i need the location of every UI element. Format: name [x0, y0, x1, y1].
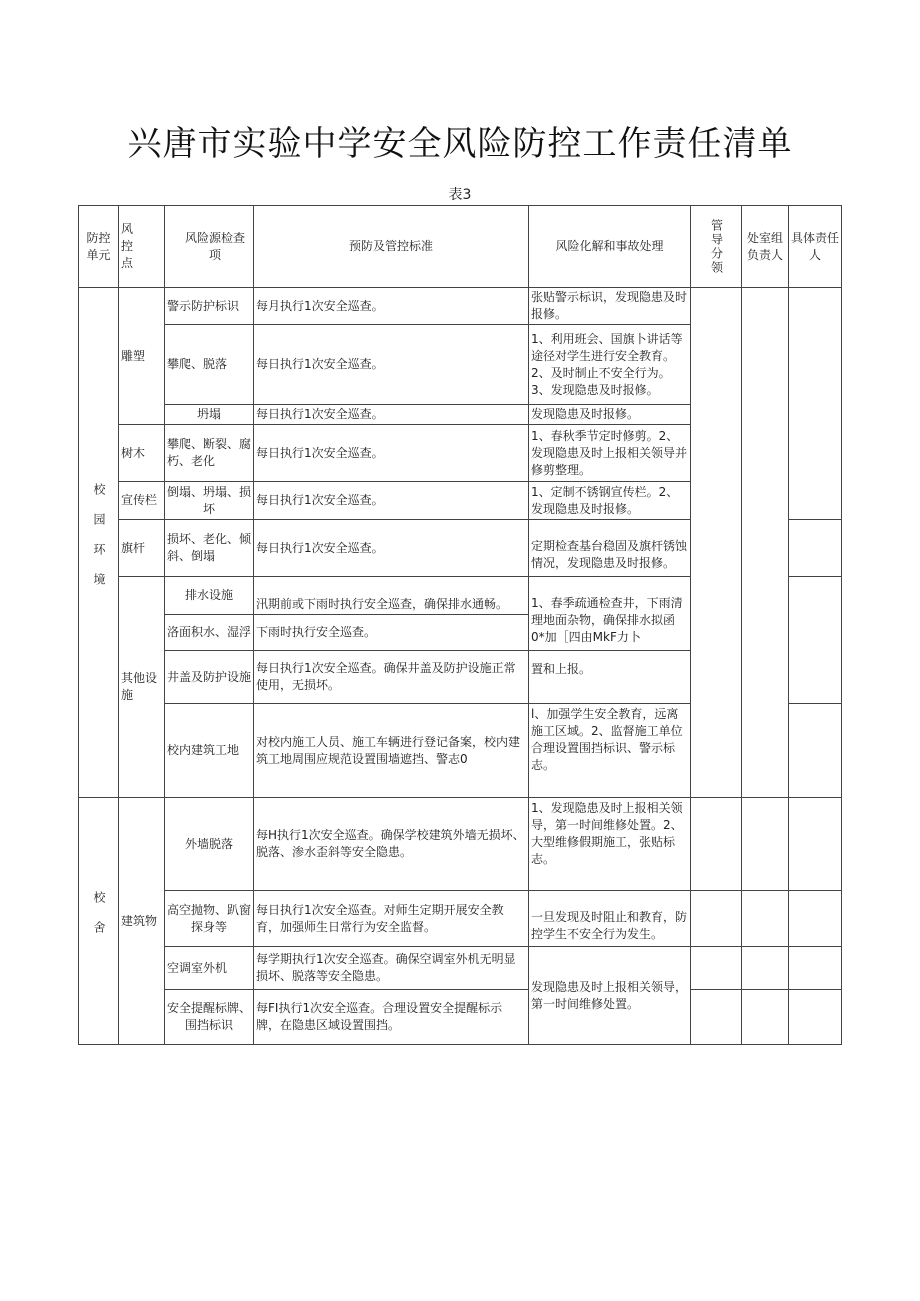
risk-item: 井盖及防护设施 — [164, 650, 254, 704]
risk-item: 攀爬、脱落 — [164, 324, 254, 405]
risk-point: 建筑物 — [118, 797, 165, 1045]
handling: l、加强学生安全教育，远离施工区域。2、监督施工单位合理设置围挡标识、警示标志。 — [528, 703, 691, 798]
risk-item: 洛面积水、湿浮 — [164, 614, 254, 651]
standard: 每日执行1次安全巡查。 — [253, 404, 529, 425]
handling: 发现隐患及时上报相关领导，第一时间维修处置。 — [528, 946, 691, 1045]
risk-point: 旗杆 — [118, 519, 165, 577]
handling: 一旦发现及时阻止和教育，防控学生不安全行为发生。 — [528, 890, 691, 947]
dept-head-cell — [741, 890, 789, 947]
risk-item: 倒塌、坍塌、损坏 — [164, 481, 254, 520]
handling: 1、春秋季节定时修剪。2、发现隐患及时上报相关领导并修剪整理。 — [528, 424, 691, 482]
responsible-cell — [788, 519, 842, 577]
risk-item: 校内建筑工地 — [164, 703, 254, 798]
responsible-cell — [788, 890, 842, 947]
supervisor-cell — [690, 989, 742, 1045]
dept-head-cell — [741, 287, 789, 798]
risk-item: 损坏、老化、倾斜、倒塌 — [164, 519, 254, 577]
standard: 下雨时执行安全巡查。 — [253, 614, 529, 651]
handling: 张贴警示标识，发现隐患及时报修。 — [528, 287, 691, 325]
standard: 每日执行1次安全巡查。 — [253, 519, 529, 577]
header-dept-head: 处室组负责人 — [741, 205, 789, 288]
risk-point: 其他设施 — [118, 576, 165, 798]
risk-point: 树木 — [118, 424, 165, 482]
document-title: 兴唐市实验中学安全风险防控工作责任清单 — [127, 124, 793, 164]
standard: 每FI执行1次安全巡查。合理设置安全提醒标示牌，在隐患区域设置围挡。 — [253, 989, 529, 1045]
header-supervisor: 管导分领 — [709, 218, 724, 275]
supervisor-cell — [690, 890, 742, 947]
risk-item: 坍塌 — [164, 404, 254, 425]
header-item: 风险源检查项 — [164, 205, 254, 288]
dept-head-cell — [741, 797, 789, 891]
handling: 定期检查基台稳固及旗杆锈蚀情况，发现隐患及时报修。 — [528, 519, 691, 577]
header-handling: 风险化解和事故处理 — [528, 205, 691, 288]
handling: 发现隐患及时报修。 — [528, 404, 691, 425]
dept-head-cell — [741, 989, 789, 1045]
header-standard: 预防及管控标准 — [253, 205, 529, 288]
responsible-cell — [788, 287, 842, 520]
responsible-cell — [788, 576, 842, 704]
dept-head-cell — [741, 946, 789, 990]
responsible-cell — [788, 703, 842, 798]
section-unit: 校舍 — [92, 891, 106, 951]
risk-point: 宣传栏 — [118, 481, 165, 520]
handling: 1、春季疏通检查井，下雨清理地面杂物，确保排水拟函0*加［四由MkF力卜 — [528, 576, 691, 651]
handling: 1、定制不锈钢宣传栏。2、发现隐患及时报修。 — [528, 481, 691, 520]
standard: 每日执行1次安全巡查。确保井盖及防护设施正常使用，无损坏。 — [253, 650, 529, 704]
header-responsible: 具体责任人 — [788, 205, 842, 288]
header-unit: 防控单元 — [78, 205, 119, 288]
standard: 对校内施工人员、施工车辆进行登记备案，校内建筑工地周围应规范设置围墙遮挡、警志0 — [253, 703, 529, 798]
standard: 每学期执行1次安全巡查。确保空调室外机无明显损坏、脱落等安全隐患。 — [253, 946, 529, 990]
risk-item: 空调室外机 — [164, 946, 254, 990]
standard: 每日执行1次安全巡查。 — [253, 481, 529, 520]
section-unit: 校园环境 — [92, 482, 106, 603]
handling: 1、利用班会、国旗卜讲话等途径对学生进行安全教育。2、及时制止不安全行为。3、发现隐患及时报修。 — [528, 324, 691, 405]
standard: 每H执行1次安全巡查。确保学校建筑外墙无损坏、脱落、渗水歪斜等安全隐患。 — [253, 797, 529, 891]
standard: 每日执行1次安全巡查。 — [253, 324, 529, 405]
risk-item: 安全提醒标牌、围挡标识 — [164, 989, 254, 1045]
risk-item: 排水设施 — [164, 576, 254, 615]
standard: 每日执行1次安全巡查。对师生定期开展安全教育，加强师生日常行为安全监督。 — [253, 890, 529, 947]
supervisor-cell — [690, 797, 742, 891]
standard: 汛期前或下雨时执行安全巡查，确保排水通畅。 — [253, 576, 529, 615]
risk-item: 警示防护标识 — [164, 287, 254, 325]
risk-item: 外墙脱落 — [164, 797, 254, 891]
risk-item: 高空抛物、趴窗探身等 — [164, 890, 254, 947]
risk-item: 攀爬、断裂、腐朽、老化 — [164, 424, 254, 482]
standard: 每月执行1次安全巡查。 — [253, 287, 529, 325]
responsible-cell — [788, 797, 842, 891]
responsible-cell — [788, 989, 842, 1045]
header-point: 风控点 — [118, 205, 165, 288]
supervisor-cell — [690, 287, 742, 798]
responsible-cell — [788, 946, 842, 990]
risk-point: 雕塑 — [118, 287, 165, 425]
supervisor-cell — [690, 946, 742, 990]
handling: 1、发现隐患及时上报相关领导，第一时间维修处置。2、大型维修假期施工，张贴标志。 — [528, 797, 691, 891]
standard: 每日执行1次安全巡查。 — [253, 424, 529, 482]
handling: 置和上报。 — [528, 650, 691, 704]
table-number: 表3 — [448, 187, 472, 203]
